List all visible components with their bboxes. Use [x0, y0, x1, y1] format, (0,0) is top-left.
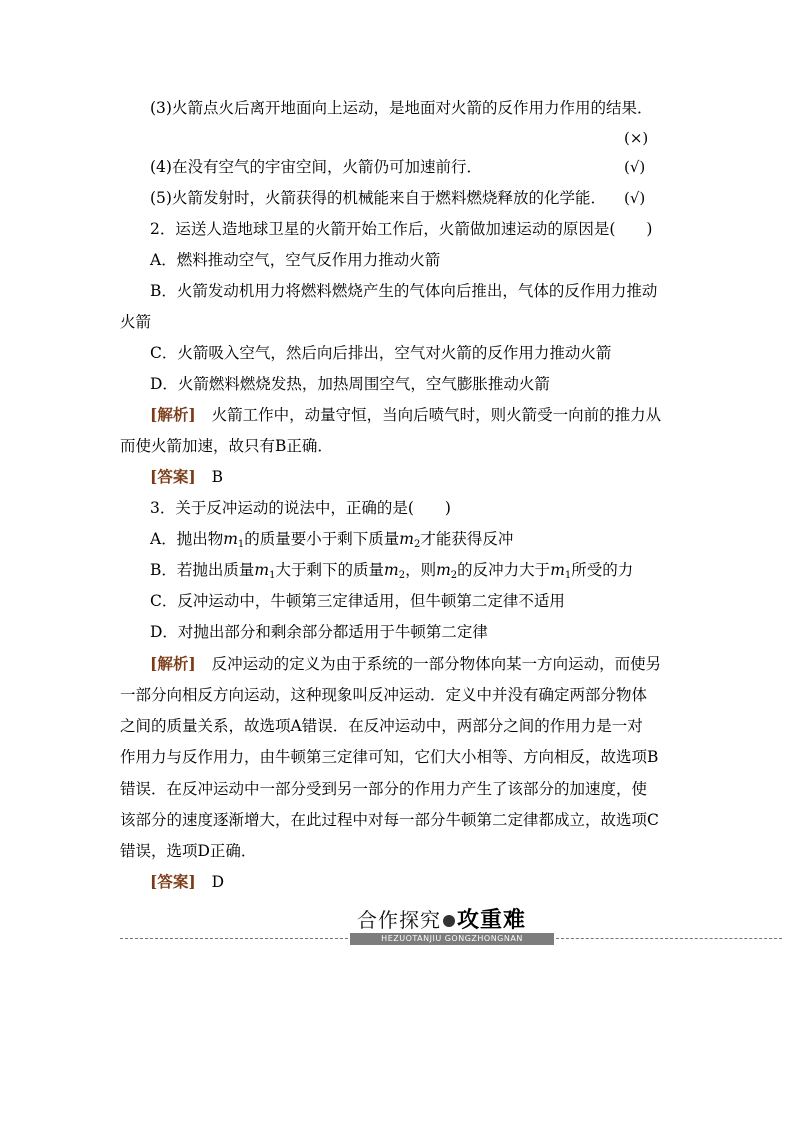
question-2-option-d: D．火箭燃料燃烧发热，加热周围空气，空气膨胀推动火箭 — [150, 375, 550, 393]
question-3-answer — [150, 872, 224, 892]
section-banner — [120, 905, 782, 953]
question-2-stem: 2．运送人造地球卫星的火箭开始工作后，火箭做加速运动的原因是( ) — [150, 220, 653, 238]
question-2-analysis — [150, 405, 661, 425]
section-title-right: 攻重难 — [457, 908, 527, 933]
subscript: 2 — [414, 539, 421, 550]
statement-5: (5)火箭发射时，火箭获得的机械能来自于燃料燃烧释放的化学能． — [150, 189, 606, 207]
question-3-stem: 3．关于反冲运动的说法中，正确的是( ) — [150, 499, 451, 517]
question-3-option-c: C．反冲运动中，牛顿第三定律适用，但牛顿第二定律不适用 — [150, 592, 565, 610]
text: 才能获得反冲 — [420, 530, 514, 548]
question-3-analysis-cont: 作用力与反作用力，由牛顿第三定律可知，它们大小相等、方向相反，故选项B — [120, 748, 659, 766]
var-m: m — [254, 561, 270, 579]
question-3-analysis-cont: 一部分向相反方向运动，这种现象叫反冲运动．定义中并没有确定两部分物体 — [120, 686, 648, 704]
divider — [556, 938, 782, 939]
section-title-left: 合作探究 — [357, 908, 441, 932]
analysis-text: 反冲运动的定义为由于系统的一部分物体向某一方向运动，而使另 — [211, 655, 662, 673]
question-2-option-c: C．火箭吸入空气，然后向后排出，空气对火箭的反作用力推动火箭 — [150, 344, 612, 362]
answer-tag: [答案] — [150, 872, 196, 891]
question-2-option-b: B．火箭发动机用力将燃料燃烧产生的气体向后推出，气体的反作用力推动 — [150, 282, 658, 300]
subscript: 1 — [237, 539, 245, 550]
text: 大于剩下的质量 — [275, 561, 384, 579]
mark-5: (√) — [624, 189, 646, 207]
var-m: m — [399, 530, 414, 548]
statement-4: (4)在没有空气的宇宙空间，火箭仍可加速前行． — [150, 158, 482, 176]
answer-value: D — [211, 873, 225, 891]
question-2-answer — [150, 467, 223, 487]
question-2-option-b-cont: 火箭 — [120, 313, 152, 331]
statement-3: (3)火箭点火后离开地面向上运动，是地面对火箭的反作用力作用的结果． — [150, 99, 653, 117]
text: 所受的力 — [571, 561, 634, 579]
var-m: m — [223, 530, 238, 548]
question-3-analysis-cont: 之间的质量关系，故选项A错误．在反冲运动中，两部分之间的作用力是一对 — [120, 717, 643, 735]
subscript: 1 — [269, 570, 276, 581]
section-subtitle: HEZUOTANJIU GONGZHONGNAN — [350, 933, 554, 945]
mark-3: (×) — [624, 129, 649, 147]
question-3-analysis-cont: 错误，选项D正确． — [120, 842, 257, 860]
question-3-analysis-cont: 该部分的速度逐渐增大，在此过程中对每一部分牛顿第二定律都成立，故选项C — [120, 811, 659, 829]
question-2-option-a: A．燃料推动空气，空气反作用力推动火箭 — [150, 251, 441, 269]
section-title — [357, 907, 526, 934]
analysis-tag: [解析] — [150, 405, 196, 424]
text: A．抛出物 — [150, 530, 224, 548]
subscript: 2 — [450, 570, 458, 581]
analysis-text: 火箭工作中，动量守恒，当向后喷气时，则火箭受一向前的推力从 — [211, 406, 662, 424]
question-3-analysis-cont: 错误．在反冲运动中一部分受到另一部分的作用力产生了该部分的加速度，使 — [120, 780, 648, 798]
var-m: m — [436, 561, 451, 579]
subscript: 2 — [398, 570, 406, 581]
question-2-analysis-cont: 而使火箭加速，故只有B正确． — [120, 437, 333, 455]
text: ，则 — [405, 561, 437, 579]
answer-value: B — [211, 468, 224, 486]
divider — [120, 938, 348, 939]
question-3-option-b — [150, 560, 633, 586]
text: 的反冲力大于 — [457, 561, 551, 579]
answer-tag: [答案] — [150, 467, 196, 486]
analysis-tag: [解析] — [150, 654, 196, 673]
var-m: m — [550, 561, 565, 579]
question-3-option-d: D．对抛出部分和剩余部分都适用于牛顿第二定律 — [150, 623, 488, 641]
question-3-option-a — [150, 529, 513, 555]
arrow-icon — [443, 915, 455, 927]
mark-4: (√) — [624, 158, 646, 176]
subscript: 1 — [564, 570, 572, 581]
text: 的质量要小于剩下质量 — [244, 530, 400, 548]
question-3-analysis — [150, 654, 661, 674]
text: B．若抛出质量 — [150, 561, 255, 579]
var-m: m — [384, 561, 399, 579]
